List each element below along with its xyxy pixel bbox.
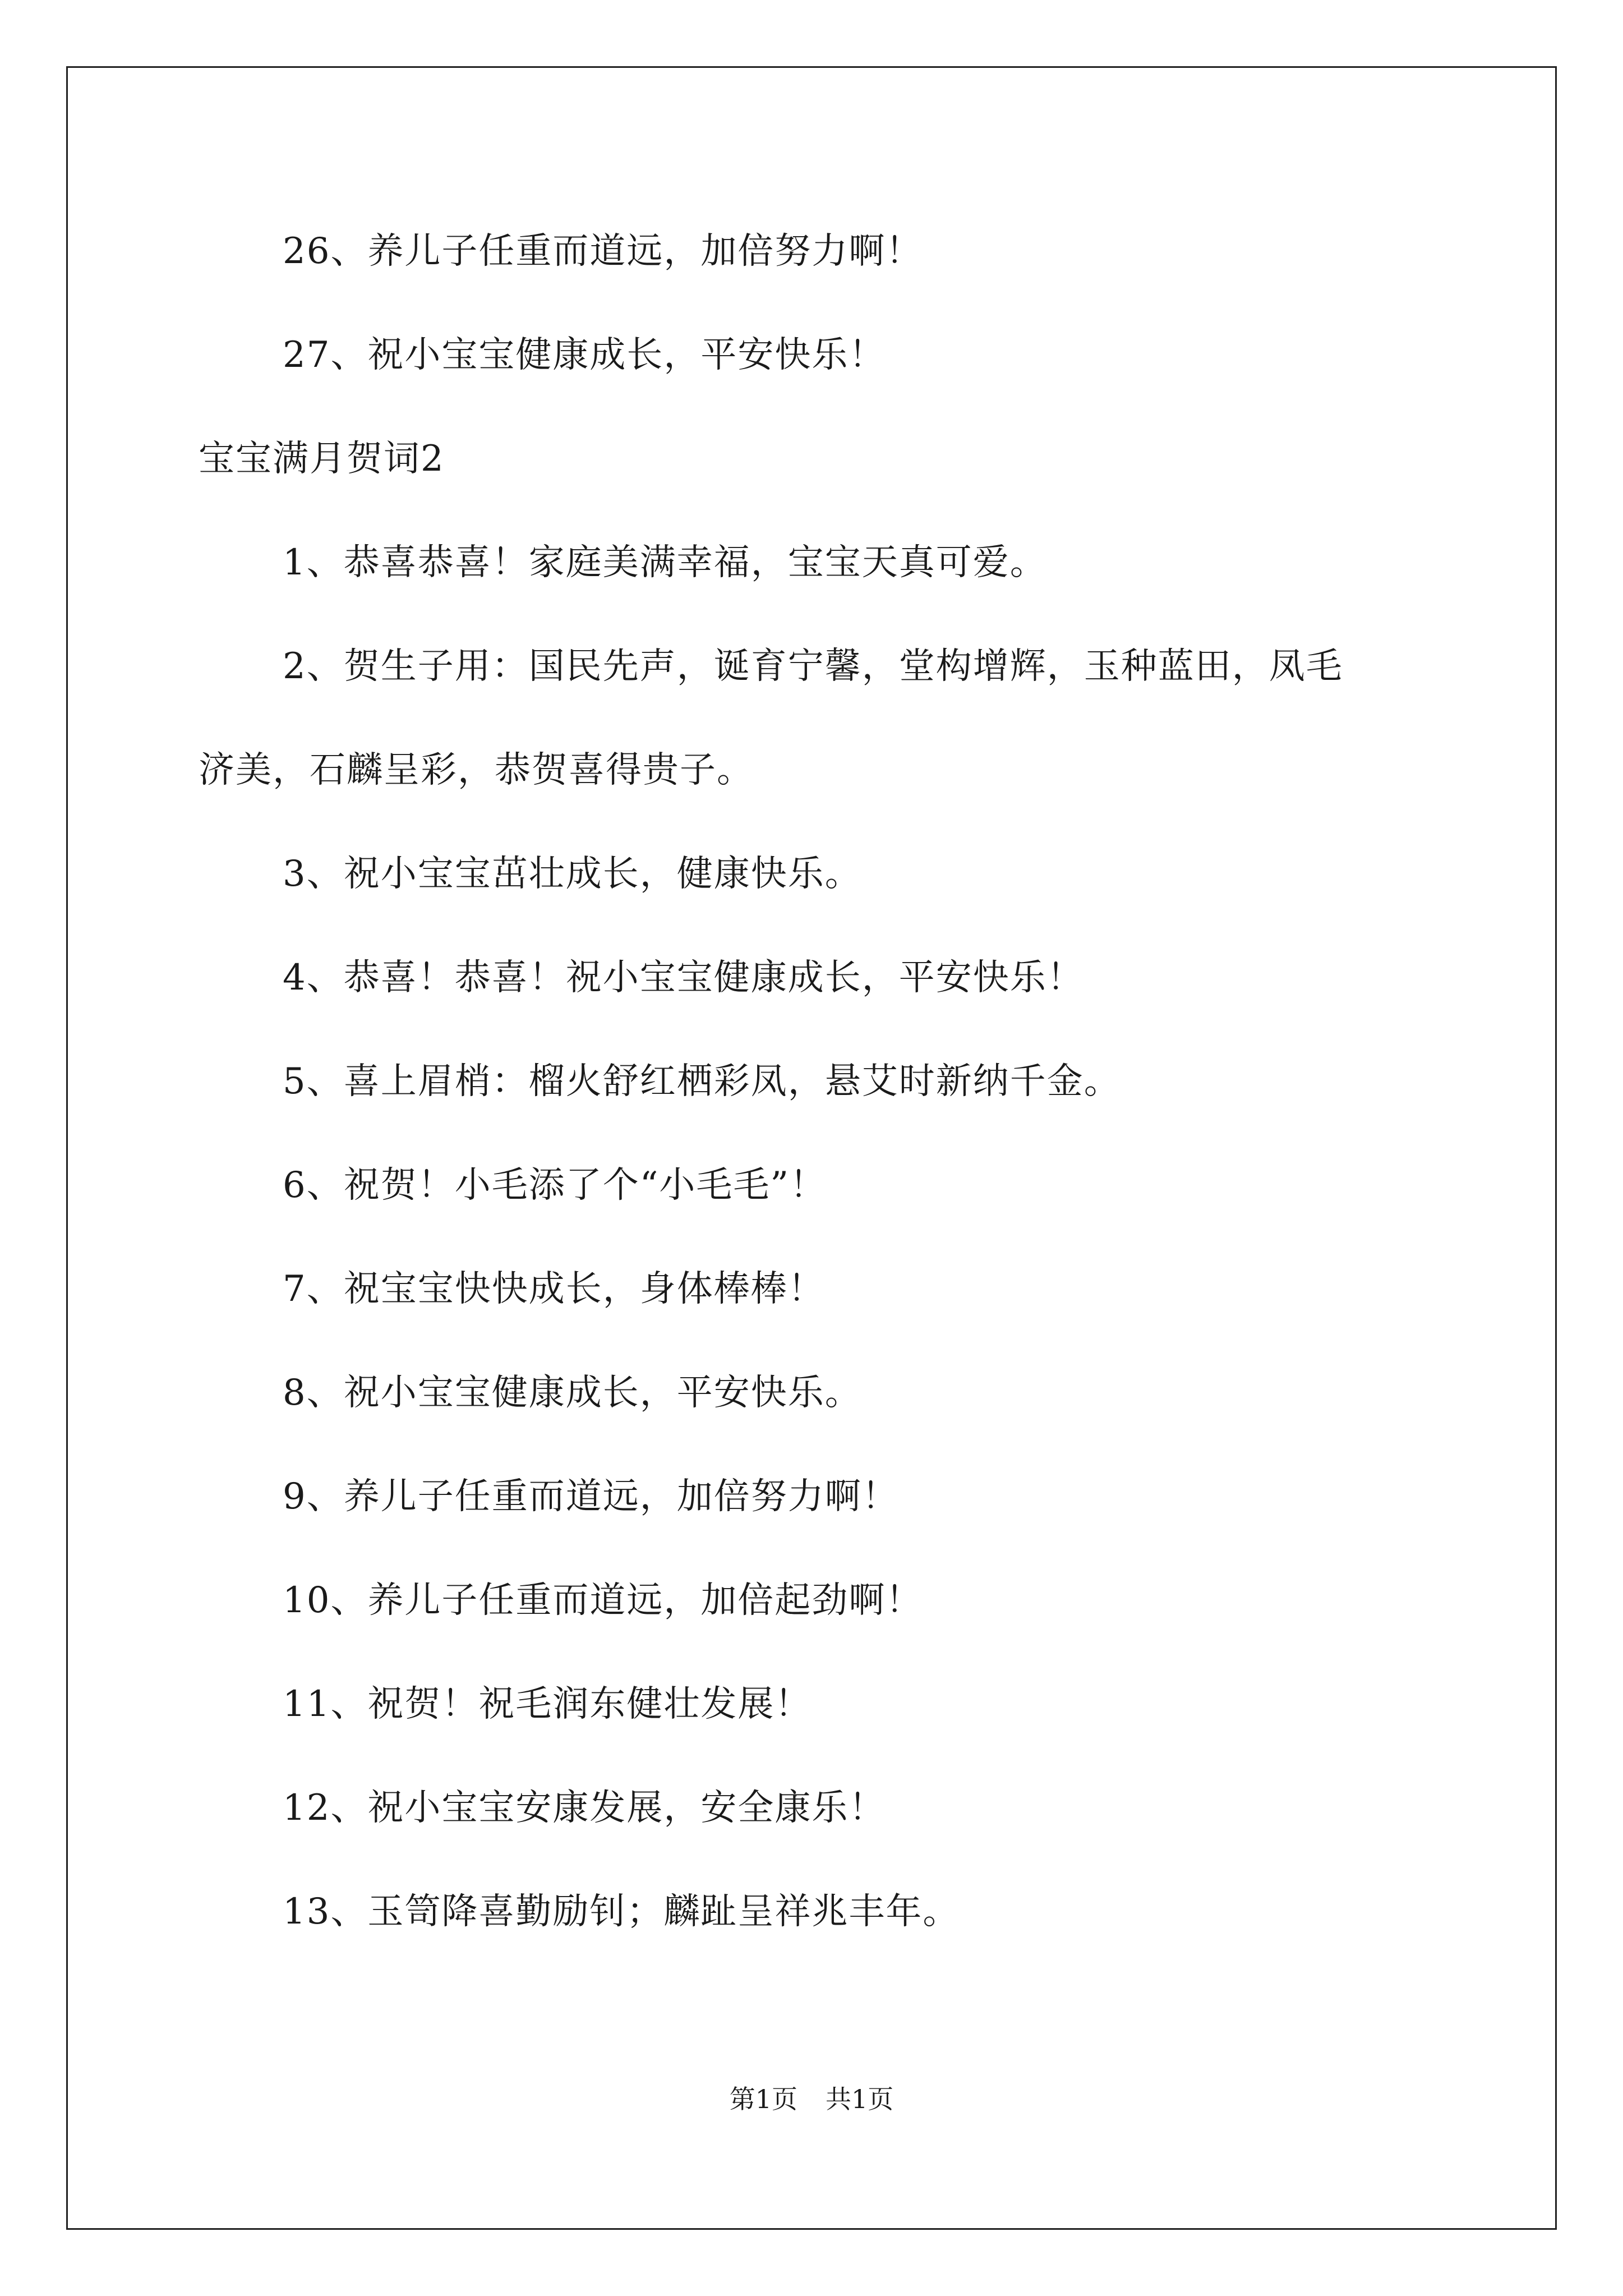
list-item-26: 26、养儿子任重而道远，加倍努力啊！: [283, 231, 923, 272]
list-item-9: 9、养儿子任重而道远，加倍努力啊！: [283, 1476, 899, 1517]
list-item-11: 11、祝贺！祝毛润东健壮发展！: [283, 1683, 812, 1725]
list-item-1: 1、恭喜恭喜！家庭美满幸福，宝宝天真可爱。: [283, 542, 1047, 583]
list-item-8: 8、祝小宝宝健康成长，平安快乐。: [283, 1372, 862, 1414]
list-item-6: 6、祝贺！小毛添了个“小毛毛”！: [283, 1165, 827, 1206]
list-item-4: 4、恭喜！恭喜！祝小宝宝健康成长，平安快乐！: [283, 957, 1084, 999]
list-item-12: 12、祝小宝宝安康发展，安全康乐！: [283, 1787, 886, 1829]
list-item-3: 3、祝小宝宝茁壮成长，健康快乐。: [283, 853, 862, 895]
page-number-current: 第1页: [729, 2084, 797, 2114]
page-footer: [0, 2082, 1623, 2116]
page-number-total: 共1页: [826, 2084, 894, 2114]
list-item-7: 7、祝宝宝快快成长，身体棒棒！: [283, 1268, 825, 1310]
list-item-2-line-2: 济美，石麟呈彩，恭贺喜得贵子。: [199, 749, 754, 791]
list-item-10: 10、养儿子任重而道远，加倍起劲啊！: [283, 1580, 923, 1621]
list-item-5: 5、喜上眉梢：榴火舒红栖彩凤，悬艾时新纳千金。: [283, 1061, 1121, 1102]
list-item-2-line-1: 2、贺生子用：国民先声，诞育宁馨，堂构增辉，玉种蓝田，凤毛: [283, 646, 1343, 687]
list-item-13: 13、玉笥降喜勤励钊；麟趾呈祥兆丰年。: [283, 1891, 960, 1932]
section-heading: 宝宝满月贺词2: [199, 438, 445, 480]
list-item-27: 27、祝小宝宝健康成长，平安快乐！: [283, 334, 886, 376]
